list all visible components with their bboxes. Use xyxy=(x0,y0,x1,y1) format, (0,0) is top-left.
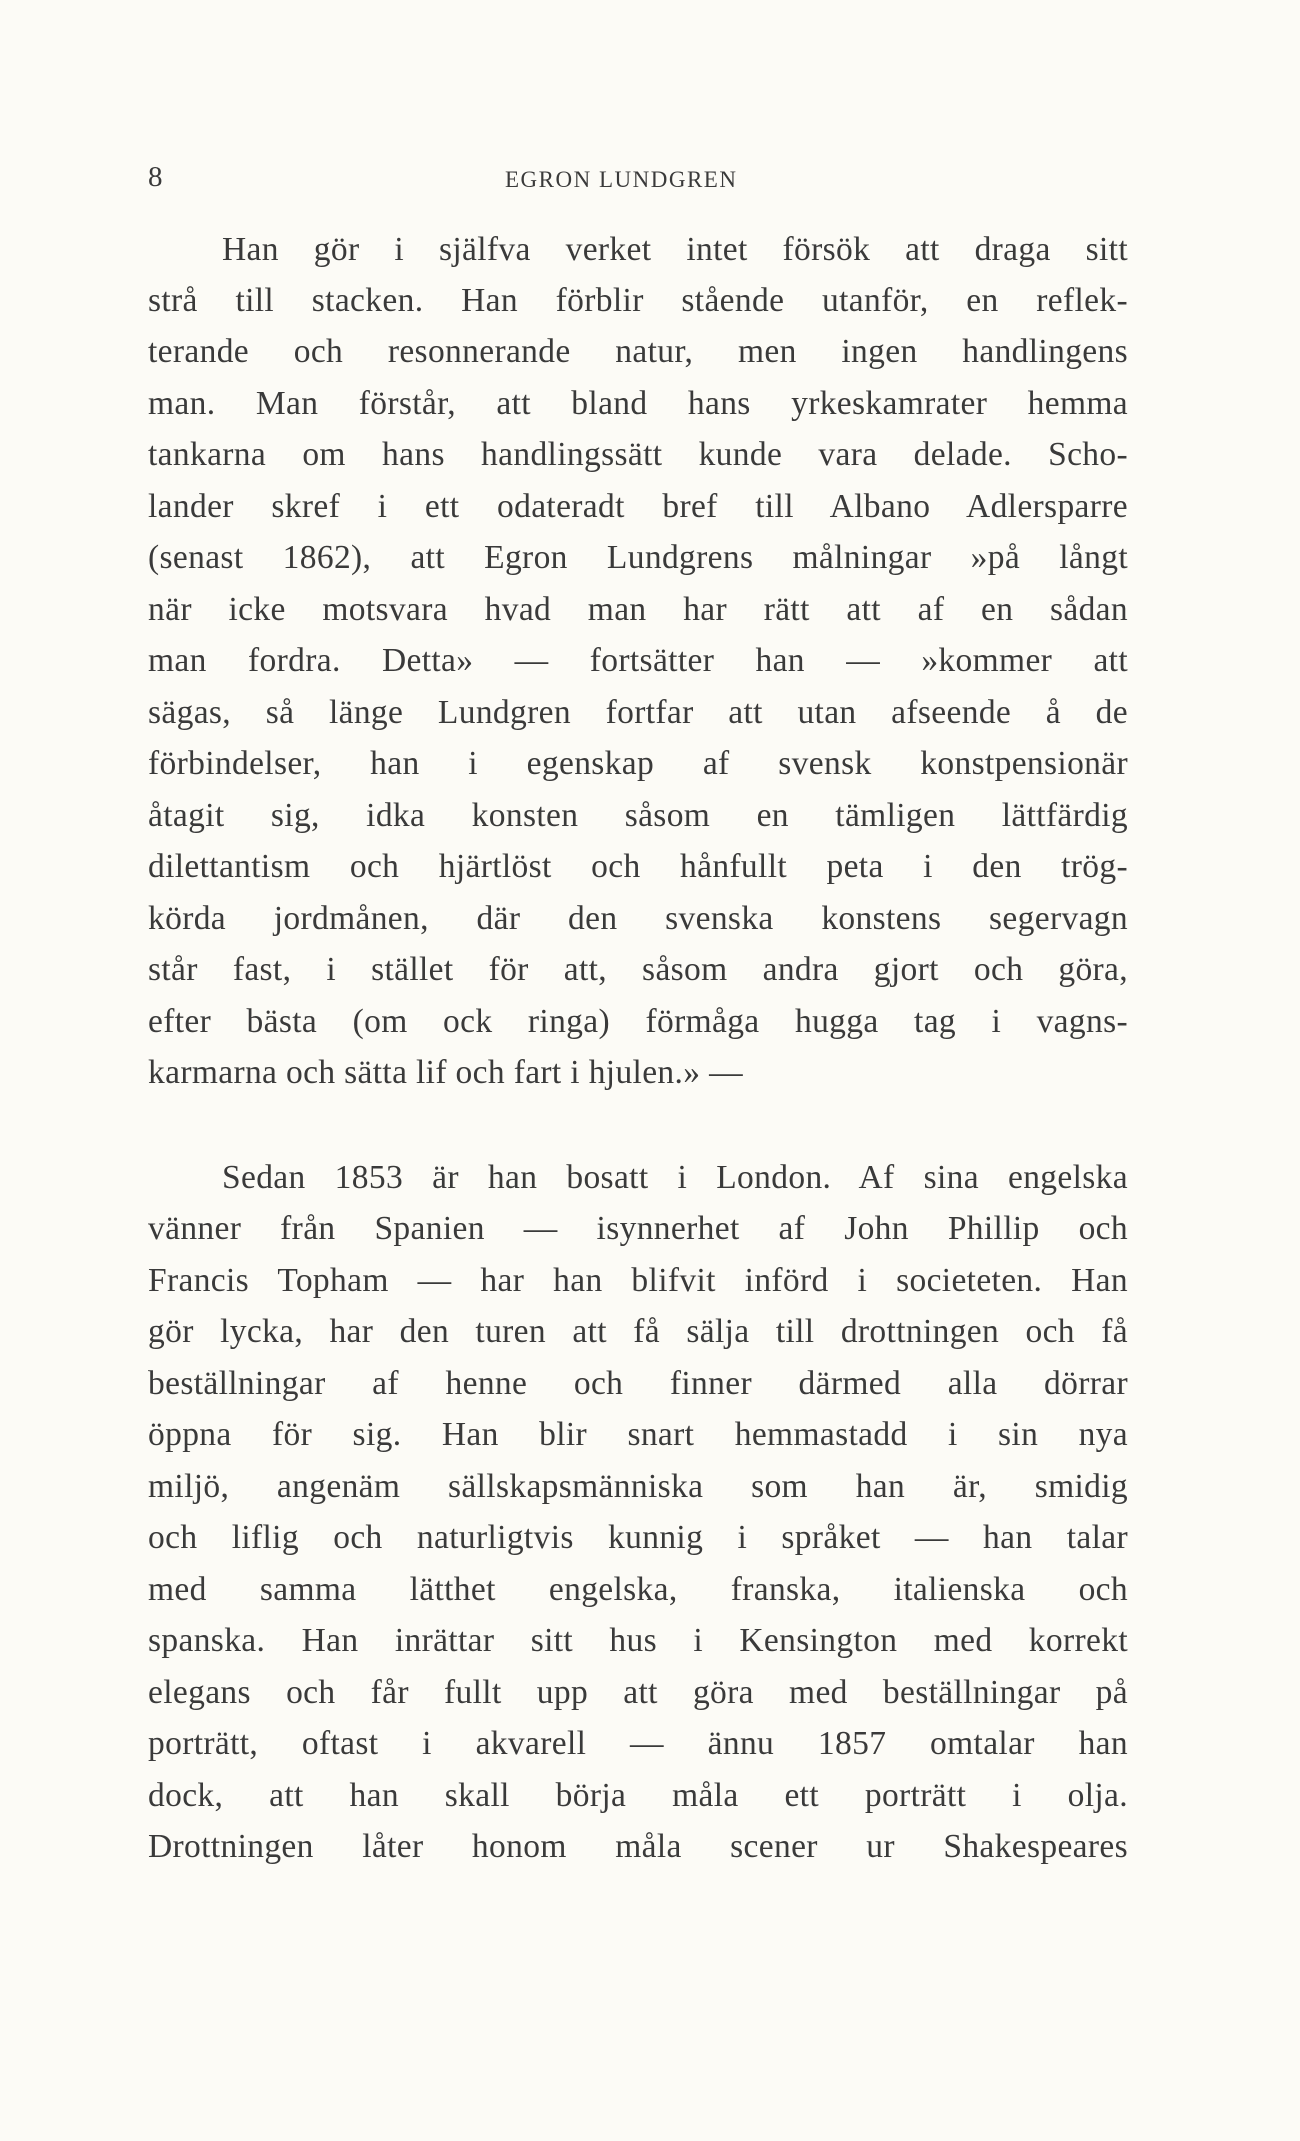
text-line: efter bästa (om ock ringa) förmåga hugga tag i vagns- xyxy=(148,1003,1128,1040)
text-line: man fordra. Detta» — fortsätter han — »kommer att xyxy=(148,642,1128,679)
text-line: Han gör i själfva verket intet försök att draga sitt xyxy=(222,231,1128,268)
text-line: spanska. Han inrättar sitt hus i Kensington med korrekt xyxy=(148,1622,1128,1659)
text-line: vänner från Spanien — isynnerhet af John Phillip och xyxy=(148,1210,1128,1247)
text-line: beställningar af henne och finner därmed alla dörrar xyxy=(148,1365,1128,1402)
text-line: när icke motsvara hvad man har rätt att af en sådan xyxy=(148,591,1128,628)
text-line: körda jordmånen, där den svenska konstens segervagn xyxy=(148,900,1128,937)
text-line: miljö, angenäm sällskapsmänniska som han är, smidig xyxy=(148,1468,1128,1505)
text-line: och liflig och naturligtvis kunnig i språket — han talar xyxy=(148,1519,1128,1556)
text-line: dilettantism och hjärtlöst och hånfullt peta i den trög- xyxy=(148,848,1128,885)
text-line: står fast, i stället för att, såsom andra gjort och göra, xyxy=(148,951,1128,988)
text-line: terande och resonnerande natur, men ingen handlingens xyxy=(148,333,1128,370)
text-line: Francis Topham — har han blifvit införd i societeten. Han xyxy=(148,1262,1128,1299)
text-line: dock, att han skall börja måla ett porträtt i olja. xyxy=(148,1777,1128,1814)
text-line: man. Man förstår, att bland hans yrkeskamrater hemma xyxy=(148,385,1128,422)
text-line: med samma lätthet engelska, franska, italienska och xyxy=(148,1571,1128,1608)
text-line: strå till stacken. Han förblir stående utanför, en reflek- xyxy=(148,282,1128,319)
text-line: tankarna om hans handlingssätt kunde vara delade. Scho- xyxy=(148,436,1128,473)
text-line: förbindelser, han i egenskap af svensk konstpensionär xyxy=(148,745,1128,782)
text-line: Drottningen låter honom måla scener ur Shakespeares xyxy=(148,1828,1128,1865)
text-line: lander skref i ett odateradt bref till Albano Adlersparre xyxy=(148,488,1128,525)
text-line: karmarna och sätta lif och fart i hjulen.» — xyxy=(148,1054,743,1091)
text-line: öppna för sig. Han blir snart hemmastadd i sin nya xyxy=(148,1416,1128,1453)
text-line: (senast 1862), att Egron Lundgrens målningar »på långt xyxy=(148,539,1128,576)
text-line: gör lycka, har den turen att få sälja till drottningen och få xyxy=(148,1313,1128,1350)
text-line: Sedan 1853 är han bosatt i London. Af sina engelska xyxy=(222,1159,1128,1196)
text-line: porträtt, oftast i akvarell — ännu 1857 omtalar han xyxy=(148,1725,1128,1762)
text-line: åtagit sig, idka konsten såsom en tämligen lättfärdig xyxy=(148,797,1128,834)
text-line: elegans och får fullt upp att göra med beställningar på xyxy=(148,1674,1128,1711)
page-number: 8 xyxy=(148,161,163,193)
text-line: sägas, så länge Lundgren fortfar att utan afseende å de xyxy=(148,694,1128,731)
running-head: EGRON LUNDGREN xyxy=(505,167,738,192)
